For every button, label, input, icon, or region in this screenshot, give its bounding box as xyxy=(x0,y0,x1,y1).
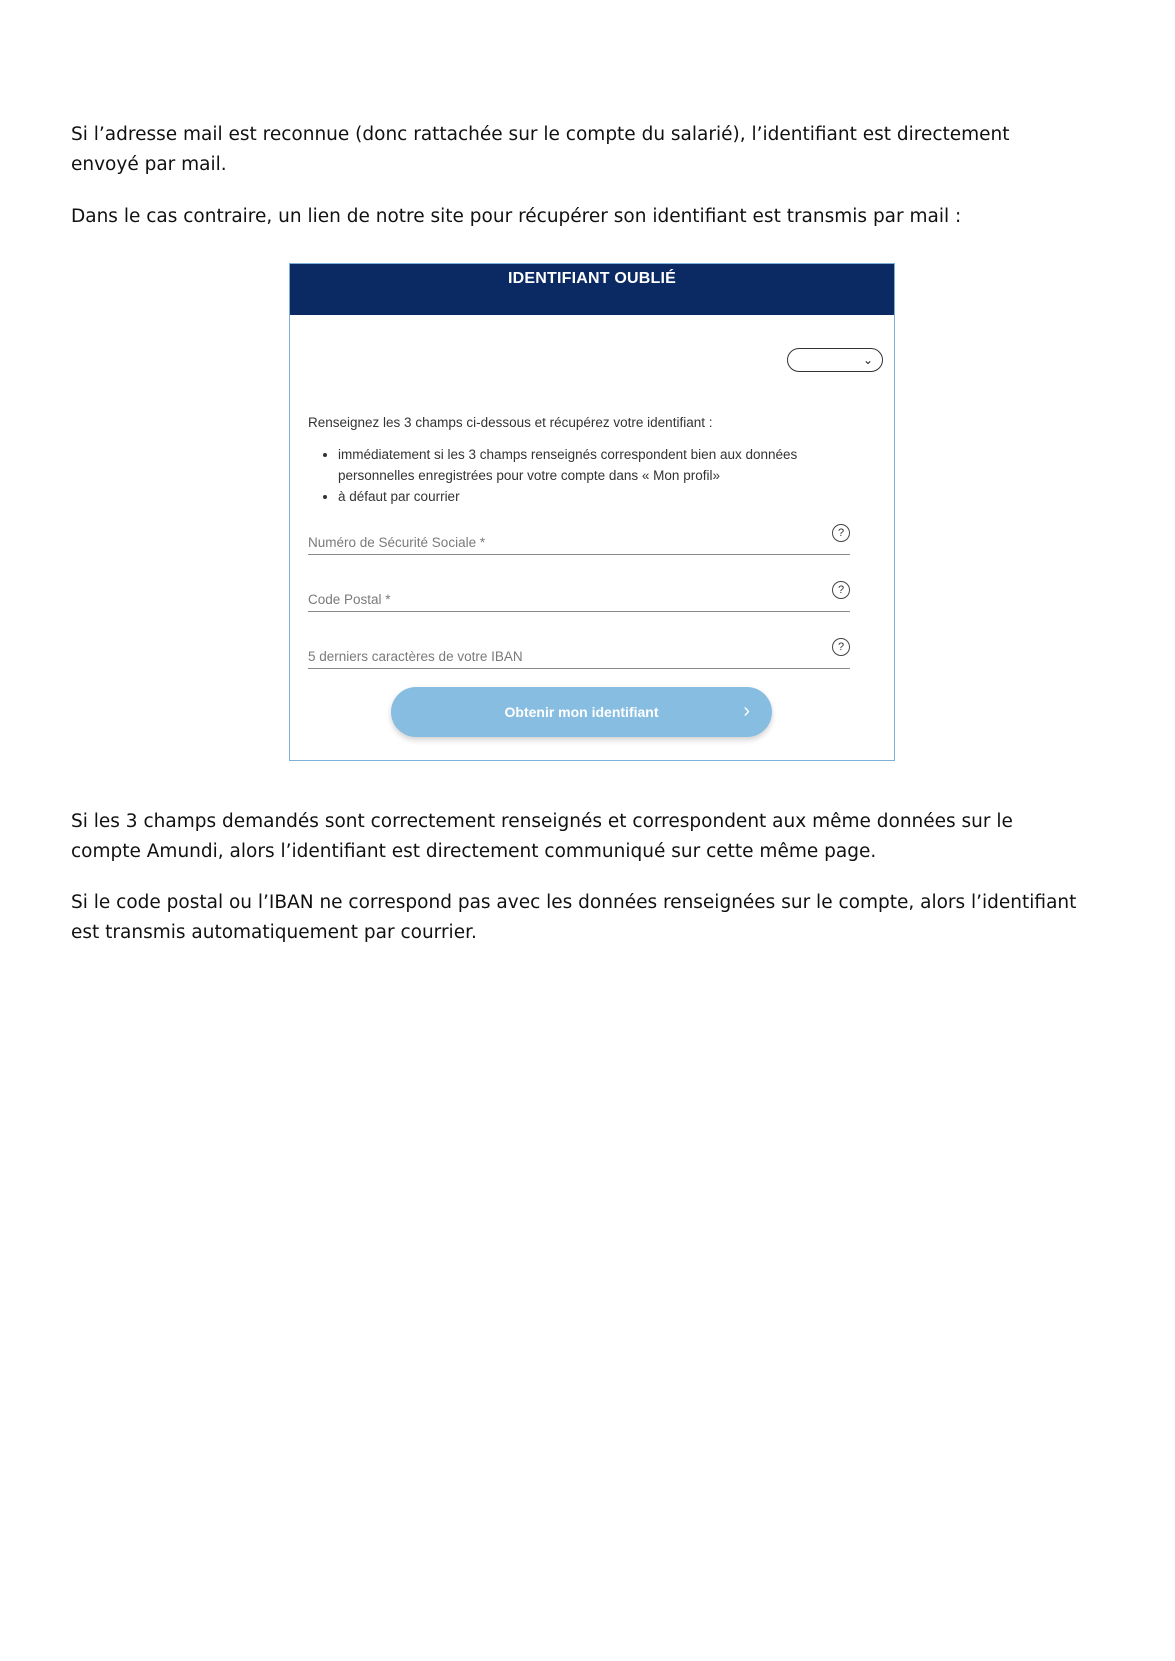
social-security-number-field[interactable] xyxy=(308,524,850,555)
language-select[interactable] xyxy=(787,348,883,372)
help-icon[interactable]: ? xyxy=(832,524,850,542)
postal-code-field[interactable] xyxy=(308,581,850,612)
paragraph-otherwise-link: Dans le cas contraire, un lien de notre site pour récupérer son identifiant est transmis par mail : xyxy=(71,206,962,227)
help-icon[interactable]: ? xyxy=(832,581,850,599)
form-header xyxy=(290,264,894,315)
help-icon[interactable]: ? xyxy=(832,638,850,656)
bullet-by-mail: • à défaut par courrier xyxy=(338,486,848,507)
form-intro: Renseignez les 3 champs ci-dessous et récupérez votre identifiant : xyxy=(308,415,713,430)
forgot-id-form-screenshot xyxy=(289,263,895,761)
form-title: IDENTIFIANT OUBLIÉ xyxy=(507,270,677,287)
form-bullet-list xyxy=(308,444,848,507)
get-identifier-label: Obtenir mon identifiant xyxy=(504,704,659,720)
paragraph-fields-match: Si les 3 champs demandés sont correctement renseignés et correspondent aux même données sur le compte Amundi, alors l’identifiant est directement communiqué sur cette même page. xyxy=(71,811,1013,862)
chevron-right-icon: › xyxy=(743,700,750,722)
postal-code-placeholder: Code Postal * xyxy=(308,592,391,607)
iban-placeholder: 5 derniers caractères de votre IBAN xyxy=(308,649,523,664)
chevron-down-icon: ⌄ xyxy=(862,353,873,367)
paragraph-fields-mismatch: Si le code postal ou l’IBAN ne correspond pas avec les données renseignées sur le compte, alors l’identifiant est transmis automatiquement par courrier. xyxy=(71,892,1077,943)
social-security-number-placeholder: Numéro de Sécurité Sociale * xyxy=(308,535,486,550)
paragraph-email-recognized: Si l’adresse mail est reconnue (donc rattachée sur le compte du salarié), l’identifiant est directement envoyé par mail. xyxy=(71,124,1010,175)
iban-field[interactable] xyxy=(308,638,850,669)
bullet-immediately: • immédiatement si les 3 champs renseignés correspondent bien aux données personnelles enregistrées pour votre compte dans « Mon profil» xyxy=(338,444,848,486)
get-identifier-button[interactable] xyxy=(391,687,772,737)
